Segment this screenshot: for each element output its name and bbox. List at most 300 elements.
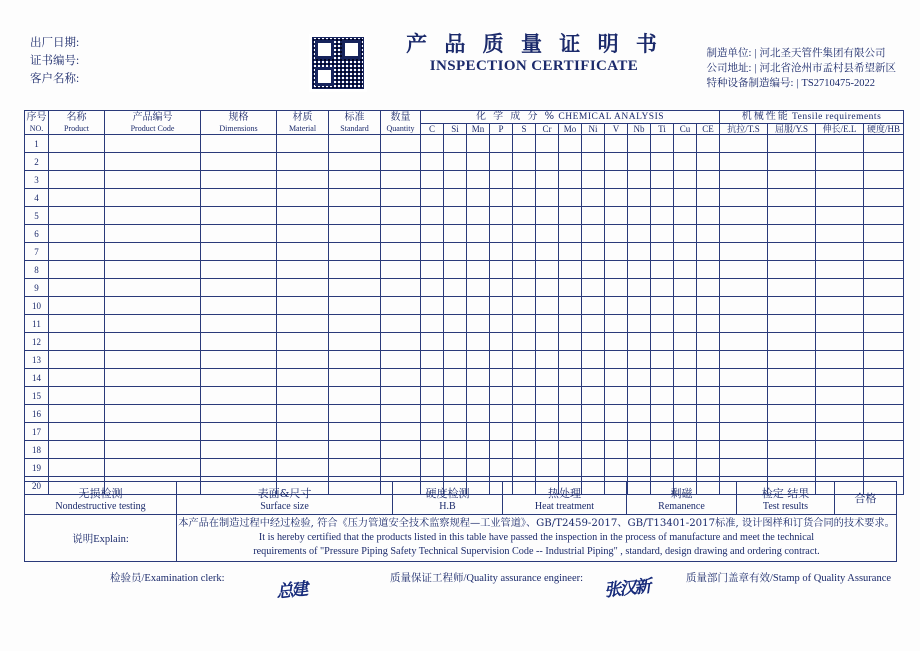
cell-mn[interactable]	[467, 261, 490, 279]
cell-hardness[interactable]	[864, 369, 904, 387]
cell-tensile[interactable]	[720, 279, 768, 297]
cell-cr[interactable]	[536, 243, 559, 261]
cell-product[interactable]	[49, 153, 105, 171]
cell-p[interactable]	[490, 171, 513, 189]
cell-hardness[interactable]	[864, 459, 904, 477]
cell-si[interactable]	[444, 279, 467, 297]
cell-ce[interactable]	[697, 189, 720, 207]
cell-tensile[interactable]	[720, 225, 768, 243]
cell-tensile[interactable]	[720, 459, 768, 477]
cell-mo[interactable]	[559, 315, 582, 333]
cell-dimensions[interactable]	[201, 459, 277, 477]
cell-ti[interactable]	[651, 315, 674, 333]
cell-ce[interactable]	[697, 351, 720, 369]
cell-ti[interactable]	[651, 171, 674, 189]
cell-ni[interactable]	[582, 459, 605, 477]
cell-tensile[interactable]	[720, 189, 768, 207]
cell-ti[interactable]	[651, 405, 674, 423]
cell-mo[interactable]	[559, 261, 582, 279]
cell-si[interactable]	[444, 405, 467, 423]
cell-product[interactable]	[49, 441, 105, 459]
cell-mn[interactable]	[467, 135, 490, 153]
cell-material[interactable]	[277, 279, 329, 297]
cell-elongation[interactable]	[816, 207, 864, 225]
cell-quantity[interactable]	[381, 405, 421, 423]
cell-nb[interactable]	[628, 441, 651, 459]
cell-yield[interactable]	[768, 423, 816, 441]
cell-ni[interactable]	[582, 333, 605, 351]
cell-cu[interactable]	[674, 153, 697, 171]
cell-material[interactable]	[277, 135, 329, 153]
cell-tensile[interactable]	[720, 135, 768, 153]
cell-quantity[interactable]	[381, 441, 421, 459]
cell-hardness[interactable]	[864, 351, 904, 369]
cell-elongation[interactable]	[816, 225, 864, 243]
cell-ti[interactable]	[651, 351, 674, 369]
cell-v[interactable]	[605, 405, 628, 423]
cell-hardness[interactable]	[864, 189, 904, 207]
cell-cr[interactable]	[536, 351, 559, 369]
cell-elongation[interactable]	[816, 171, 864, 189]
cell-mo[interactable]	[559, 333, 582, 351]
cell-cr[interactable]	[536, 369, 559, 387]
cell-ce[interactable]	[697, 207, 720, 225]
cell-s[interactable]	[513, 225, 536, 243]
cell-yield[interactable]	[768, 297, 816, 315]
table-row[interactable]	[25, 261, 904, 279]
cell-cr[interactable]	[536, 207, 559, 225]
cell-hardness[interactable]	[864, 207, 904, 225]
cell-yield[interactable]	[768, 351, 816, 369]
cell-s[interactable]	[513, 369, 536, 387]
cell-ti[interactable]	[651, 369, 674, 387]
cell-si[interactable]	[444, 153, 467, 171]
cell-tensile[interactable]	[720, 315, 768, 333]
cell-si[interactable]	[444, 171, 467, 189]
cell-product[interactable]	[49, 225, 105, 243]
cell-ce[interactable]	[697, 153, 720, 171]
cell-ni[interactable]	[582, 369, 605, 387]
cell-hardness[interactable]	[864, 441, 904, 459]
cell-ti[interactable]	[651, 243, 674, 261]
cell-product[interactable]	[49, 279, 105, 297]
cell-mn[interactable]	[467, 441, 490, 459]
cell-dimensions[interactable]	[201, 405, 277, 423]
cell-standard[interactable]	[329, 459, 381, 477]
cell-cu[interactable]	[674, 261, 697, 279]
cell-si[interactable]	[444, 189, 467, 207]
cell-c[interactable]	[421, 225, 444, 243]
cell-ni[interactable]	[582, 171, 605, 189]
cell-si[interactable]	[444, 297, 467, 315]
cell-si[interactable]	[444, 135, 467, 153]
cell-elongation[interactable]	[816, 261, 864, 279]
cell-dimensions[interactable]	[201, 189, 277, 207]
cell-nb[interactable]	[628, 225, 651, 243]
cell-product-code[interactable]	[105, 207, 201, 225]
cell-nb[interactable]	[628, 261, 651, 279]
cell-yield[interactable]	[768, 279, 816, 297]
cell-yield[interactable]	[768, 441, 816, 459]
cell-material[interactable]	[277, 459, 329, 477]
cell-si[interactable]	[444, 387, 467, 405]
cell-c[interactable]	[421, 207, 444, 225]
cell-cr[interactable]	[536, 171, 559, 189]
cell-dimensions[interactable]	[201, 153, 277, 171]
cell-hardness[interactable]	[864, 333, 904, 351]
cell-mo[interactable]	[559, 387, 582, 405]
cell-ti[interactable]	[651, 225, 674, 243]
cell-elongation[interactable]	[816, 189, 864, 207]
cell-mn[interactable]	[467, 171, 490, 189]
cell-c[interactable]	[421, 189, 444, 207]
cell-material[interactable]	[277, 387, 329, 405]
cell-mo[interactable]	[559, 153, 582, 171]
cell-elongation[interactable]	[816, 387, 864, 405]
cell-standard[interactable]	[329, 171, 381, 189]
cell-dimensions[interactable]	[201, 315, 277, 333]
cell-dimensions[interactable]	[201, 225, 277, 243]
cell-mn[interactable]	[467, 333, 490, 351]
cell-c[interactable]	[421, 387, 444, 405]
cell-material[interactable]	[277, 243, 329, 261]
cell-cu[interactable]	[674, 405, 697, 423]
cell-c[interactable]	[421, 279, 444, 297]
cell-cu[interactable]	[674, 243, 697, 261]
cell-v[interactable]	[605, 333, 628, 351]
cell-v[interactable]	[605, 441, 628, 459]
cell-product[interactable]	[49, 405, 105, 423]
cell-product[interactable]	[49, 315, 105, 333]
cell-cu[interactable]	[674, 351, 697, 369]
cell-material[interactable]	[277, 171, 329, 189]
cell-cr[interactable]	[536, 459, 559, 477]
cell-c[interactable]	[421, 351, 444, 369]
cell-s[interactable]	[513, 261, 536, 279]
cell-material[interactable]	[277, 189, 329, 207]
cell-mo[interactable]	[559, 171, 582, 189]
cell-product[interactable]	[49, 351, 105, 369]
cell-standard[interactable]	[329, 225, 381, 243]
cell-cu[interactable]	[674, 315, 697, 333]
table-row[interactable]	[25, 135, 904, 153]
cell-mn[interactable]	[467, 189, 490, 207]
cell-p[interactable]	[490, 225, 513, 243]
cell-product-code[interactable]	[105, 333, 201, 351]
cell-p[interactable]	[490, 369, 513, 387]
cell-material[interactable]	[277, 441, 329, 459]
cell-product[interactable]	[49, 459, 105, 477]
cell-ni[interactable]	[582, 153, 605, 171]
cell-c[interactable]	[421, 369, 444, 387]
cell-yield[interactable]	[768, 153, 816, 171]
cell-yield[interactable]	[768, 459, 816, 477]
cell-material[interactable]	[277, 225, 329, 243]
cell-dimensions[interactable]	[201, 243, 277, 261]
cell-hardness[interactable]	[864, 261, 904, 279]
cell-ni[interactable]	[582, 261, 605, 279]
cell-ni[interactable]	[582, 297, 605, 315]
cell-hardness[interactable]	[864, 225, 904, 243]
cell-material[interactable]	[277, 333, 329, 351]
cell-hardness[interactable]	[864, 423, 904, 441]
cell-v[interactable]	[605, 225, 628, 243]
cell-cu[interactable]	[674, 387, 697, 405]
cell-cr[interactable]	[536, 405, 559, 423]
cell-ce[interactable]	[697, 135, 720, 153]
cell-c[interactable]	[421, 261, 444, 279]
cell-cr[interactable]	[536, 297, 559, 315]
cell-material[interactable]	[277, 297, 329, 315]
cell-mo[interactable]	[559, 243, 582, 261]
cell-elongation[interactable]	[816, 459, 864, 477]
cell-mo[interactable]	[559, 405, 582, 423]
cell-standard[interactable]	[329, 351, 381, 369]
cell-cu[interactable]	[674, 207, 697, 225]
cell-v[interactable]	[605, 459, 628, 477]
cell-p[interactable]	[490, 441, 513, 459]
cell-cr[interactable]	[536, 153, 559, 171]
cell-mo[interactable]	[559, 279, 582, 297]
cell-cu[interactable]	[674, 423, 697, 441]
cell-tensile[interactable]	[720, 441, 768, 459]
cell-mn[interactable]	[467, 387, 490, 405]
cell-quantity[interactable]	[381, 279, 421, 297]
cell-mn[interactable]	[467, 315, 490, 333]
cell-mo[interactable]	[559, 297, 582, 315]
cell-material[interactable]	[277, 405, 329, 423]
cell-p[interactable]	[490, 153, 513, 171]
cell-yield[interactable]	[768, 405, 816, 423]
table-row[interactable]	[25, 279, 904, 297]
cell-elongation[interactable]	[816, 315, 864, 333]
cell-v[interactable]	[605, 369, 628, 387]
cell-v[interactable]	[605, 297, 628, 315]
cell-dimensions[interactable]	[201, 369, 277, 387]
cell-ce[interactable]	[697, 315, 720, 333]
cell-product-code[interactable]	[105, 189, 201, 207]
cell-v[interactable]	[605, 279, 628, 297]
cell-s[interactable]	[513, 387, 536, 405]
cell-tensile[interactable]	[720, 423, 768, 441]
cell-si[interactable]	[444, 369, 467, 387]
cell-s[interactable]	[513, 459, 536, 477]
cell-standard[interactable]	[329, 423, 381, 441]
cell-mn[interactable]	[467, 405, 490, 423]
cell-ni[interactable]	[582, 351, 605, 369]
cell-tensile[interactable]	[720, 297, 768, 315]
cell-ni[interactable]	[582, 207, 605, 225]
cell-mo[interactable]	[559, 459, 582, 477]
cell-si[interactable]	[444, 207, 467, 225]
cell-material[interactable]	[277, 351, 329, 369]
cell-quantity[interactable]	[381, 243, 421, 261]
cell-p[interactable]	[490, 387, 513, 405]
cell-mo[interactable]	[559, 225, 582, 243]
cell-p[interactable]	[490, 297, 513, 315]
cell-hardness[interactable]	[864, 297, 904, 315]
cell-p[interactable]	[490, 279, 513, 297]
cell-ni[interactable]	[582, 279, 605, 297]
cell-standard[interactable]	[329, 189, 381, 207]
table-row[interactable]	[25, 423, 904, 441]
table-row[interactable]	[25, 351, 904, 369]
cell-si[interactable]	[444, 243, 467, 261]
cell-s[interactable]	[513, 207, 536, 225]
cell-quantity[interactable]	[381, 261, 421, 279]
cell-ce[interactable]	[697, 423, 720, 441]
cell-s[interactable]	[513, 171, 536, 189]
cell-ce[interactable]	[697, 459, 720, 477]
cell-mo[interactable]	[559, 189, 582, 207]
cell-dimensions[interactable]	[201, 297, 277, 315]
cell-mo[interactable]	[559, 135, 582, 153]
cell-ti[interactable]	[651, 261, 674, 279]
table-row[interactable]	[25, 387, 904, 405]
cell-c[interactable]	[421, 171, 444, 189]
cell-s[interactable]	[513, 351, 536, 369]
cell-material[interactable]	[277, 315, 329, 333]
cell-hardness[interactable]	[864, 243, 904, 261]
cell-si[interactable]	[444, 333, 467, 351]
cell-material[interactable]	[277, 207, 329, 225]
cell-ni[interactable]	[582, 405, 605, 423]
cell-elongation[interactable]	[816, 441, 864, 459]
cell-v[interactable]	[605, 315, 628, 333]
cell-ti[interactable]	[651, 423, 674, 441]
cell-product-code[interactable]	[105, 387, 201, 405]
cell-mn[interactable]	[467, 369, 490, 387]
cell-mn[interactable]	[467, 225, 490, 243]
cell-product-code[interactable]	[105, 297, 201, 315]
cell-nb[interactable]	[628, 171, 651, 189]
table-row[interactable]	[25, 405, 904, 423]
cell-p[interactable]	[490, 423, 513, 441]
cell-nb[interactable]	[628, 423, 651, 441]
cell-product-code[interactable]	[105, 135, 201, 153]
cell-cr[interactable]	[536, 441, 559, 459]
cell-ti[interactable]	[651, 153, 674, 171]
cell-c[interactable]	[421, 459, 444, 477]
cell-elongation[interactable]	[816, 135, 864, 153]
cell-ni[interactable]	[582, 441, 605, 459]
cell-standard[interactable]	[329, 333, 381, 351]
cell-p[interactable]	[490, 135, 513, 153]
cell-yield[interactable]	[768, 243, 816, 261]
cell-dimensions[interactable]	[201, 441, 277, 459]
cell-s[interactable]	[513, 189, 536, 207]
cell-ti[interactable]	[651, 189, 674, 207]
cell-quantity[interactable]	[381, 135, 421, 153]
table-row[interactable]	[25, 459, 904, 477]
cell-ti[interactable]	[651, 459, 674, 477]
cell-tensile[interactable]	[720, 351, 768, 369]
cell-product-code[interactable]	[105, 279, 201, 297]
cell-p[interactable]	[490, 351, 513, 369]
cell-tensile[interactable]	[720, 171, 768, 189]
cell-elongation[interactable]	[816, 369, 864, 387]
cell-elongation[interactable]	[816, 405, 864, 423]
cell-p[interactable]	[490, 189, 513, 207]
cell-elongation[interactable]	[816, 333, 864, 351]
cell-c[interactable]	[421, 333, 444, 351]
cell-mo[interactable]	[559, 207, 582, 225]
cell-tensile[interactable]	[720, 387, 768, 405]
cell-ce[interactable]	[697, 297, 720, 315]
cell-c[interactable]	[421, 441, 444, 459]
cell-product[interactable]	[49, 135, 105, 153]
cell-yield[interactable]	[768, 333, 816, 351]
cell-c[interactable]	[421, 135, 444, 153]
cell-cr[interactable]	[536, 189, 559, 207]
cell-si[interactable]	[444, 423, 467, 441]
cell-quantity[interactable]	[381, 189, 421, 207]
cell-s[interactable]	[513, 423, 536, 441]
cell-cu[interactable]	[674, 333, 697, 351]
cell-cu[interactable]	[674, 225, 697, 243]
cell-material[interactable]	[277, 153, 329, 171]
cell-ti[interactable]	[651, 441, 674, 459]
cell-elongation[interactable]	[816, 297, 864, 315]
table-row[interactable]	[25, 207, 904, 225]
cell-elongation[interactable]	[816, 351, 864, 369]
cell-si[interactable]	[444, 261, 467, 279]
cell-ce[interactable]	[697, 387, 720, 405]
cell-cr[interactable]	[536, 261, 559, 279]
cell-tensile[interactable]	[720, 243, 768, 261]
table-row[interactable]	[25, 315, 904, 333]
cell-ce[interactable]	[697, 225, 720, 243]
cell-mn[interactable]	[467, 207, 490, 225]
cell-s[interactable]	[513, 441, 536, 459]
cell-cu[interactable]	[674, 441, 697, 459]
cell-product-code[interactable]	[105, 153, 201, 171]
cell-yield[interactable]	[768, 171, 816, 189]
cell-hardness[interactable]	[864, 153, 904, 171]
cell-standard[interactable]	[329, 261, 381, 279]
cell-mo[interactable]	[559, 423, 582, 441]
cell-v[interactable]	[605, 243, 628, 261]
cell-mn[interactable]	[467, 153, 490, 171]
cell-ce[interactable]	[697, 441, 720, 459]
cell-cu[interactable]	[674, 297, 697, 315]
cell-dimensions[interactable]	[201, 135, 277, 153]
cell-nb[interactable]	[628, 279, 651, 297]
cell-quantity[interactable]	[381, 387, 421, 405]
cell-p[interactable]	[490, 261, 513, 279]
cell-si[interactable]	[444, 459, 467, 477]
cell-c[interactable]	[421, 405, 444, 423]
cell-p[interactable]	[490, 459, 513, 477]
cell-yield[interactable]	[768, 387, 816, 405]
cell-ni[interactable]	[582, 315, 605, 333]
cell-c[interactable]	[421, 315, 444, 333]
cell-ni[interactable]	[582, 243, 605, 261]
cell-product[interactable]	[49, 171, 105, 189]
cell-product-code[interactable]	[105, 243, 201, 261]
cell-si[interactable]	[444, 441, 467, 459]
table-row[interactable]	[25, 333, 904, 351]
cell-ni[interactable]	[582, 135, 605, 153]
cell-product-code[interactable]	[105, 459, 201, 477]
cell-s[interactable]	[513, 333, 536, 351]
table-row[interactable]	[25, 225, 904, 243]
cell-product[interactable]	[49, 333, 105, 351]
cell-dimensions[interactable]	[201, 351, 277, 369]
cell-yield[interactable]	[768, 225, 816, 243]
cell-si[interactable]	[444, 351, 467, 369]
cell-v[interactable]	[605, 189, 628, 207]
